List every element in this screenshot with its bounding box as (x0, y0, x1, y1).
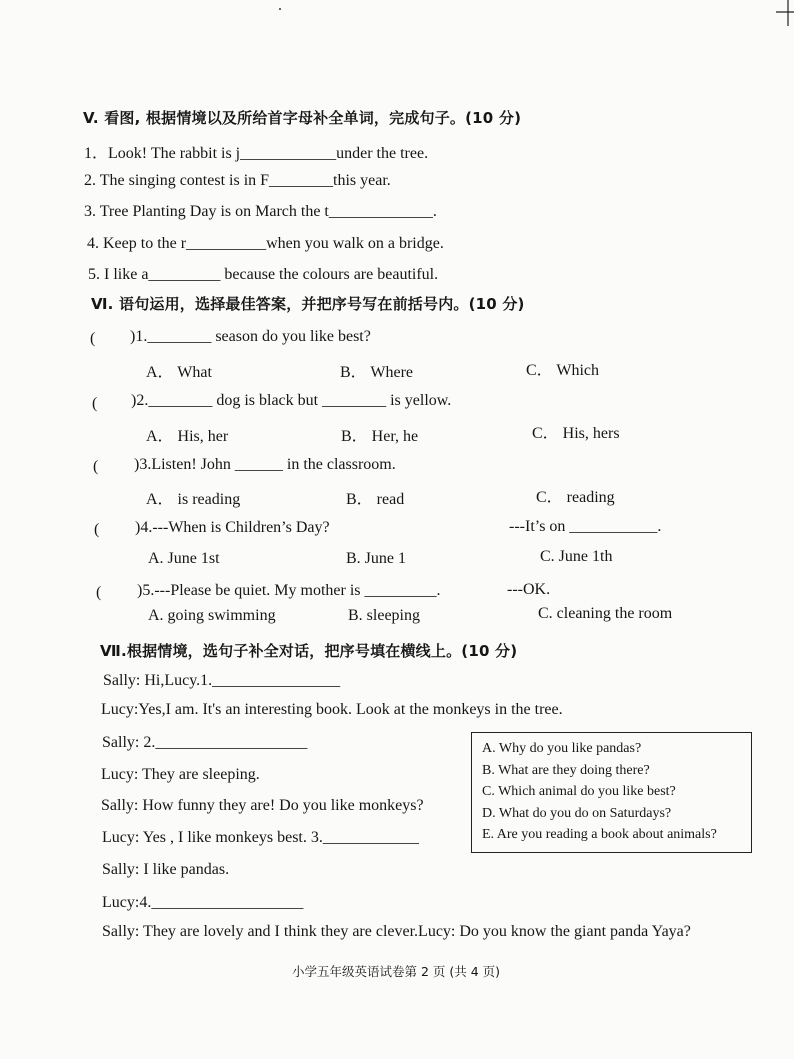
dialogue-line-8: Lucy:4.___________________ (102, 894, 304, 911)
question-5-answer-line: ---OK. (507, 581, 551, 598)
question-5-paren: ( (96, 584, 102, 601)
scan-speck (279, 8, 281, 10)
section-5-line-2: 2. The singing contest is in F________this year. (84, 172, 391, 189)
question-4-answer-line: ---It’s on ___________. (509, 518, 662, 535)
question-1-paren: ( (90, 330, 96, 347)
dialogue-line-3: Sally: 2.___________________ (102, 734, 308, 751)
question-1-option-a: A． What (146, 364, 212, 381)
dialogue-line-6: Lucy: Yes , I like monkeys best. 3.____________ (102, 829, 419, 846)
section-5-line-1: 1．Look! The rabbit is j____________under the tree. (84, 145, 429, 162)
section-5-line-4: 4. Keep to the r__________when you walk on a bridge. (87, 235, 444, 252)
section-6-title: Ⅵ. 语句运用，选择最佳答案，并把序号写在前括号内。(10 分) (91, 295, 525, 313)
section-7-title: Ⅶ.根据情境，选句子补全对话，把序号填在横线上。(10 分) (100, 642, 518, 660)
section-5-title: V. 看图, 根据情境以及所给首字母补全单词，完成句子。(10 分) (83, 109, 522, 127)
question-3-option-c: C． reading (536, 489, 615, 506)
question-3-paren: ( (93, 458, 99, 475)
answer-option-e: E. Are you reading a book about animals? (482, 827, 717, 842)
answer-option-c: C. Which animal do you like best? (482, 784, 676, 799)
answer-option-a: A. Why do you like pandas? (482, 741, 642, 756)
dialogue-line-5: Sally: How funny they are! Do you like monkeys? (101, 797, 424, 814)
dialogue-line-9: Sally: They are lovely and I think they are clever.Lucy: Do you know the giant panda Yaya? (102, 923, 691, 940)
dialogue-line-2: Lucy:Yes,I am. It's an interesting book. Look at the monkeys in the tree. (101, 701, 563, 718)
crop-mark-icon (776, 0, 794, 26)
answer-options-box (471, 732, 752, 853)
page-footer: 小学五年级英语试卷第 2 页 (共 4 页) (292, 964, 501, 979)
question-4-option-b: B. June 1 (346, 550, 406, 567)
question-5-option-a: A. going swimming (148, 607, 276, 624)
question-5-option-b: B. sleeping (348, 607, 420, 624)
question-1-option-b: B． Where (340, 364, 414, 381)
question-5-stem: )5.---Please be quiet. My mother is _________. (137, 582, 441, 599)
dialogue-line-1: Sally: Hi,Lucy.1.________________ (103, 672, 341, 689)
question-3-stem: )3.Listen! John ______ in the classroom. (134, 456, 396, 473)
question-1-option-c: C． Which (526, 362, 600, 379)
question-4-option-a: A. June 1st (148, 550, 220, 567)
question-1-stem: )1.________ season do you like best? (130, 328, 371, 345)
section-5-line-5: 5. I like a_________ because the colours are beautiful. (88, 266, 439, 283)
question-2-option-c: C． His, hers (532, 425, 620, 442)
question-3-option-a: A． is reading (146, 491, 241, 508)
question-4-paren: ( (94, 521, 100, 538)
question-2-paren: ( (92, 395, 98, 412)
dialogue-line-4: Lucy: They are sleeping. (101, 766, 260, 783)
question-4-stem: )4.---When is Children’s Day? (135, 519, 330, 536)
answer-option-d: D. What do you do on Saturdays? (482, 806, 672, 821)
question-3-option-b: B． read (346, 491, 405, 508)
question-5-option-c: C. cleaning the room (538, 605, 673, 622)
answer-option-b: B. What are they doing there? (482, 763, 650, 778)
question-2-option-a: A． His, her (146, 428, 229, 445)
question-2-option-b: B． Her, he (341, 428, 419, 445)
section-5-line-3: 3. Tree Planting Day is on March the t_____________. (84, 203, 437, 220)
dialogue-line-7: Sally: I like pandas. (102, 861, 230, 878)
question-2-stem: )2.________ dog is black but ________ is yellow. (131, 392, 452, 409)
question-4-option-c: C. June 1th (540, 548, 613, 565)
